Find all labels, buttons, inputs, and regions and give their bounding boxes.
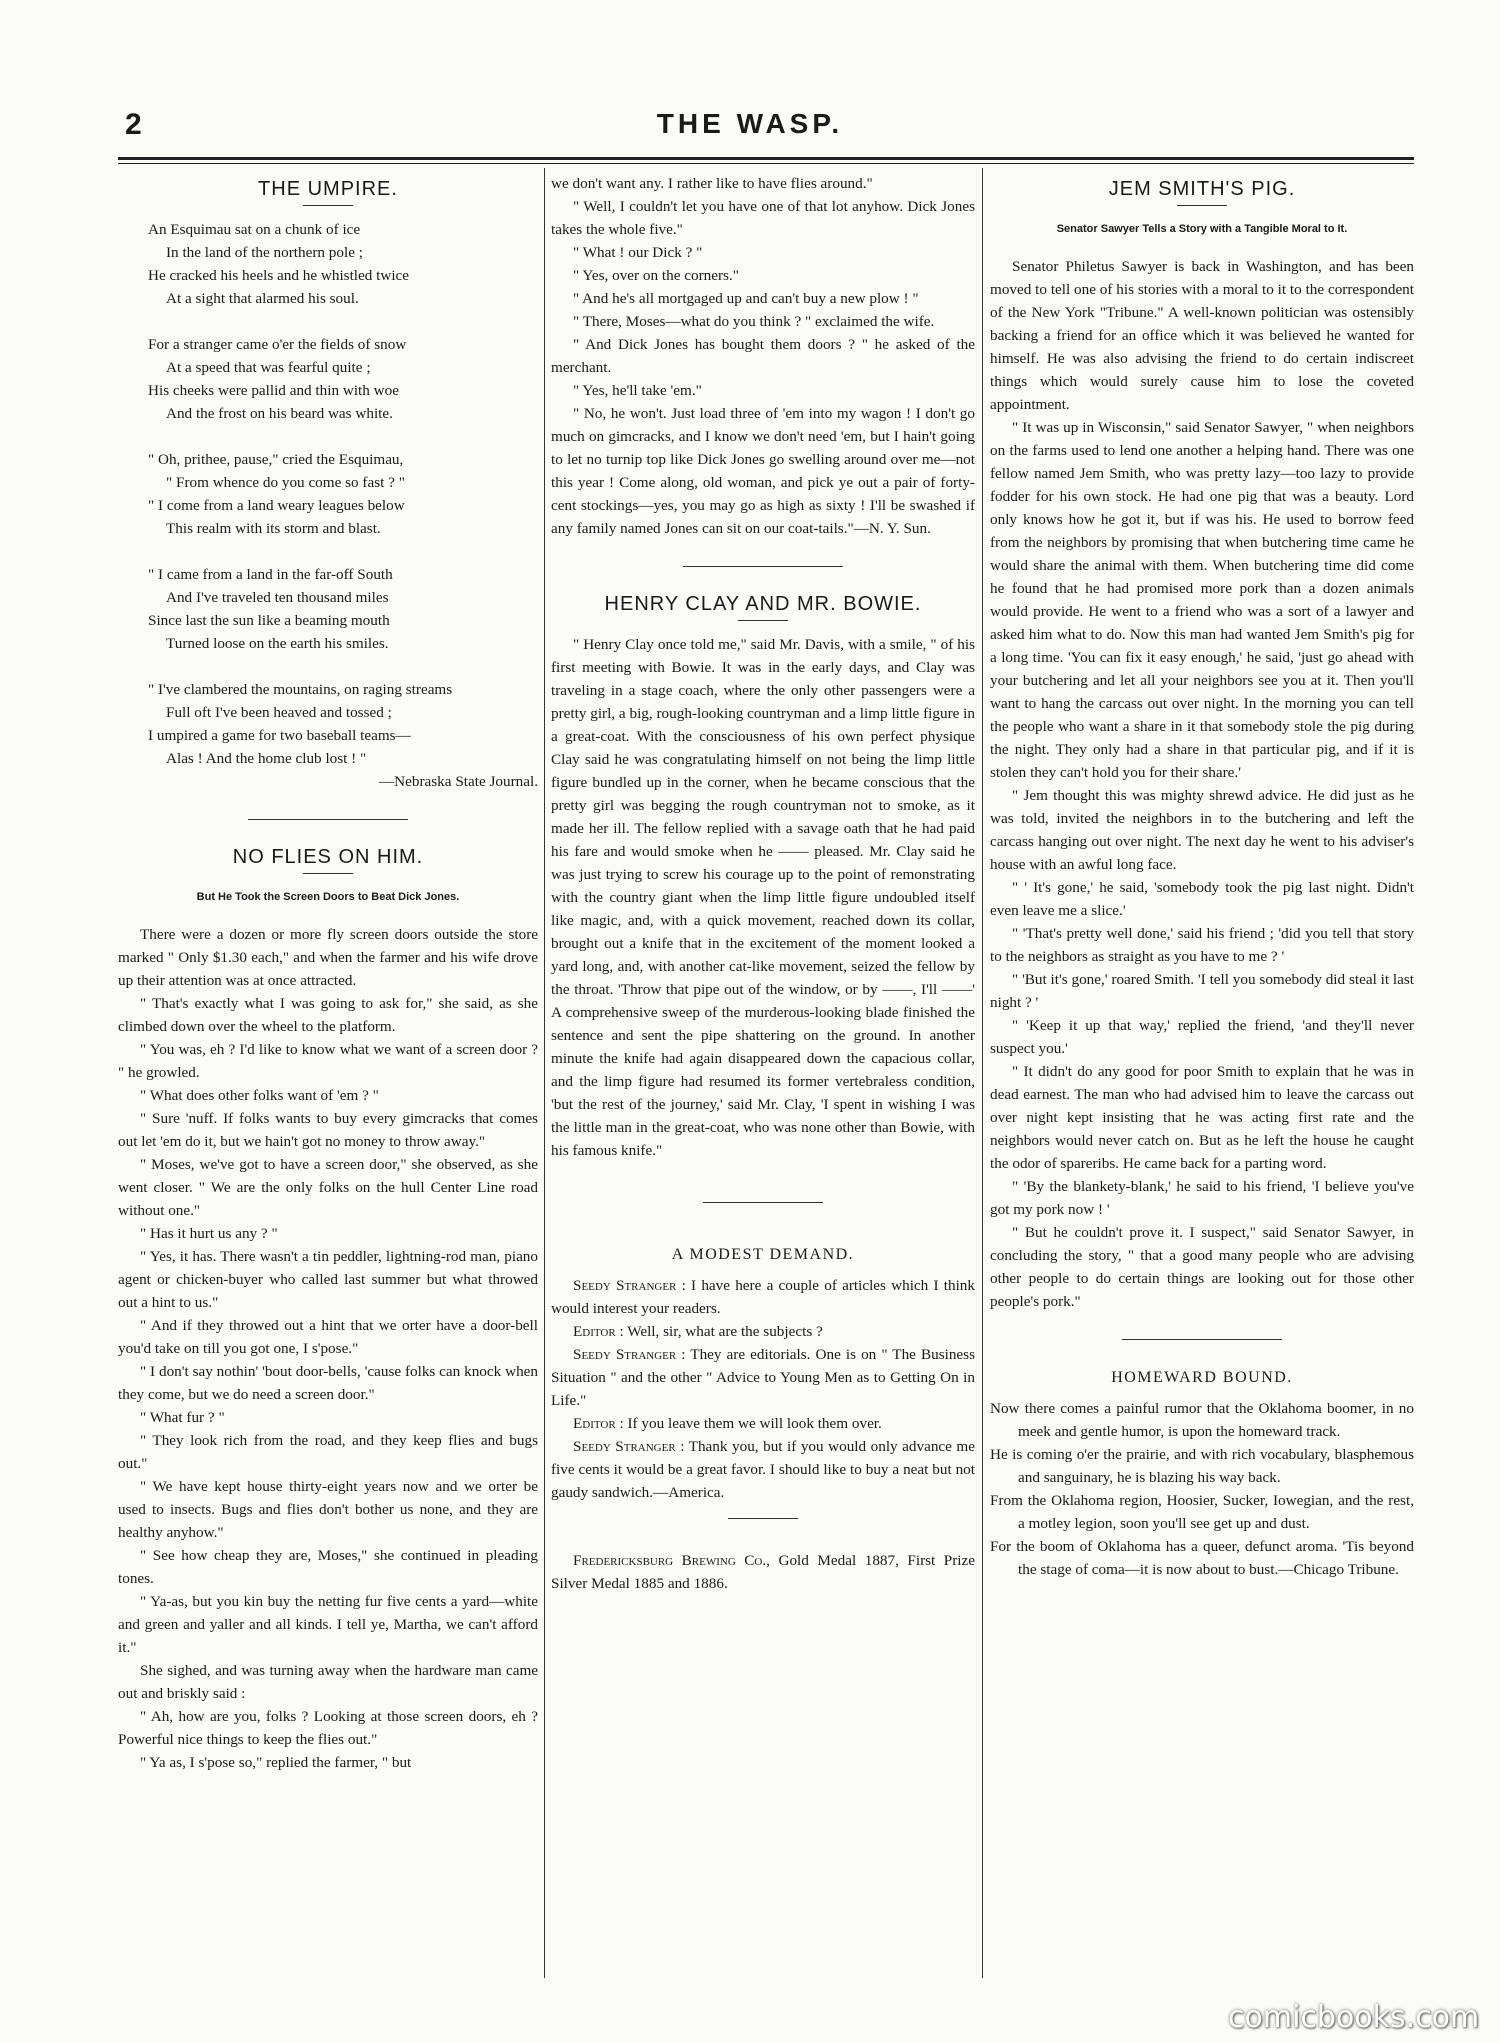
title-rule xyxy=(738,620,788,621)
dialogue-text: If you leave them we will look them over. xyxy=(627,1415,882,1432)
paragraph: " There, Moses—what do you think ? " exclaimed the wife. xyxy=(573,313,935,330)
poem-stanza: From the Oklahoma region, Hoosier, Sucker, Iowegian, and the rest, a motley legion, soon you'll see get up and dust. xyxy=(990,1492,1414,1532)
paragraph: " What fur ? " xyxy=(140,1409,225,1426)
dialogue-text: I have here a couple of articles which I think would interest your readers. xyxy=(551,1277,975,1317)
poem-stanza xyxy=(148,563,538,655)
paragraph: " No, he won't. Just load three of 'em into my wagon ! I don't go much on gimcracks, and I know we don't need 'em, but I hain't going to let no turnip top like Dick Jones go swelling around over me—not this year ! Come along, old woman, and pick ye out a pair of forty-cent stockings—yes, you may go as high as sixty ! I'll be swashed if any family named Jones can sit on our coat-tails."—N. Y. Sun. xyxy=(551,405,975,537)
poem-line: Turned loose on the earth his smiles. xyxy=(166,635,389,652)
dialogue-text: Thank you, but if you would only advance me five cents it would be a great favor. I should like to buy a neat but not gaudy sandwich.—America. xyxy=(551,1438,975,1501)
paragraph: " Yes, over on the corners." xyxy=(573,267,739,284)
poem-line: " I've clambered the mountains, on raging streams xyxy=(148,681,453,698)
poem-line: For a stranger came o'er the fields of snow xyxy=(148,336,407,353)
dialogue-line xyxy=(551,1412,975,1435)
paragraph: " And he's all mortgaged up and can't buy a new plow ! " xyxy=(573,290,919,307)
dialogue-line xyxy=(551,1435,975,1504)
attribution: —Nebraska State Journal. xyxy=(378,773,538,790)
poem-line: An Esquimau sat on a chunk of ice xyxy=(148,221,361,238)
clay-title: HENRY CLAY AND MR. BOWIE. xyxy=(604,593,922,615)
paragraph: " That's exactly what I was going to ask for," she said, as she climbed down over the wheel to the platform. xyxy=(118,995,538,1035)
dialogue-text: They are editorials. One is on " The Business Situation " and the other " Advice to Young Men as to Getting On in Life." xyxy=(551,1346,975,1409)
poem-line: This realm with its storm and blast. xyxy=(166,520,381,537)
homeward-poem xyxy=(990,1397,1414,1581)
poem-line: " I come from a land weary leagues below xyxy=(148,497,405,514)
poem-stanza xyxy=(148,218,538,310)
paragraph: " Ya as, I s'pose so," replied the farmer, " but xyxy=(140,1754,412,1771)
pig-subtitle: Senator Sawyer Tells a Story with a Tangible Moral to It. xyxy=(1056,223,1348,235)
poem-stanza: For the boom of Oklahoma has a queer, defunct aroma. 'Tis beyond the stage of coma—it is now about to bust.—Chicago Tribune. xyxy=(990,1538,1414,1578)
poem-stanza xyxy=(148,333,538,425)
poem-line: In the land of the northern pole ; xyxy=(166,244,363,261)
paragraph: " Well, I couldn't let you have one of that lot anyhow. Dick Jones takes the whole five." xyxy=(551,198,975,238)
column-2 xyxy=(551,172,975,1595)
column-rule xyxy=(544,168,545,1978)
noflies-title: NO FLIES ON HIM. xyxy=(232,846,424,868)
paragraph: " 'Keep it up that way,' replied the friend, 'and they'll never suspect you.' xyxy=(990,1017,1414,1057)
paragraph: " Moses, we've got to have a screen door," she observed, as she went closer. " We are the only folks on the hull Center Line road without one." xyxy=(118,1156,538,1219)
poem-line: " I came from a land in the far-off South xyxy=(148,566,393,583)
poem-stanza: He is coming o'er the prairie, and with rich vocabulary, blasphemous and sanguinary, he is blazing his way back. xyxy=(990,1446,1414,1486)
column-rule xyxy=(982,168,983,1978)
paragraph: There were a dozen or more fly screen doors outside the store marked " Only $1.30 each," and when the farmer and his wife drove up their attention was at once attracted. xyxy=(118,926,538,989)
poem-line: I umpired a game for two baseball teams— xyxy=(148,727,411,744)
paragraph: " It was up in Wisconsin," said Senator Sawyer, " when neighbors on the farms used to lend one another a helping hand. There was one fellow named Jem Smith, who was pretty lazy—too lazy to provide fodder for his own stock. He had one pig that was a beauty. Lord only knows how he got it, but if was his. He used to borrow feed from the neighbors by promising that when butchering time came he would share the animal with them. When butchering time did come he found that he had promised more pork than a dozen animals would provide. He went to a friend who was a sort of a lawyer and asked him what to do. Now this man had wanted Jem Smith's pig for a long time. 'You can fix it easy enough,' he said, 'just go ahead with your butchering and let all your neighbors see you at it. Then you'll want to hang the carcass out over night. In the morning you can tell the people who want a share in it that somebody stole the pig during the night. They only had a share in that particular pig, and if it is stolen they can't hold you for their share.' xyxy=(990,419,1414,781)
paragraph: " 'By the blankety-blank,' he said to his friend, 'I believe you've got my pork now ! ' xyxy=(990,1178,1414,1218)
speaker: Editor : xyxy=(573,1415,624,1432)
paragraph: " Yes, he'll take 'em." xyxy=(573,382,702,399)
paragraph: " Ya-as, but you kin buy the netting fur five cents a yard—white and green and yaller and all kinds. I tell ye, Martha, we can't afford it." xyxy=(118,1593,538,1656)
paragraph: " It didn't do any good for poor Smith to explain that he was in dead earnest. The man who had advised him to leave the carcass out over night kept insisting that he was acting first rate and the neighbors would never catch on. But as he left the house he caught the odor of spareribs. He came back for a parting word. xyxy=(990,1063,1414,1172)
header-rule-thin xyxy=(118,163,1414,164)
poem-line: And the frost on his beard was white. xyxy=(166,405,393,422)
paragraph: " They look rich from the road, and they keep flies and bugs out." xyxy=(118,1432,538,1472)
speaker: Seedy Stranger : xyxy=(573,1438,685,1455)
homeward-title: HOMEWARD BOUND. xyxy=(1111,1369,1293,1386)
article-separator xyxy=(248,819,408,820)
pig-title: JEM SMITH'S PIG. xyxy=(1108,178,1296,200)
poem-line: At a speed that was fearful quite ; xyxy=(166,359,371,376)
paragraph: " Ah, how are you, folks ? Looking at those screen doors, eh ? Powerful nice things to keep the flies out." xyxy=(118,1708,538,1748)
poem-line: Full oft I've been heaved and tossed ; xyxy=(166,704,392,721)
masthead: THE WASP. xyxy=(656,108,844,139)
poem-line: He cracked his heels and he whistled twice xyxy=(148,267,410,284)
paragraph: " Has it hurt us any ? " xyxy=(140,1225,278,1242)
speaker: Editor : xyxy=(573,1323,624,1340)
column-3 xyxy=(990,172,1414,1581)
title-rule xyxy=(303,873,353,874)
paragraph: " Yes, it has. There wasn't a tin peddler, lightning-rod man, piano agent or chicken-buyer who called last summer but what throwed out a hint to us." xyxy=(118,1248,538,1311)
poem-line: " Oh, prithee, pause," cried the Esquimau, xyxy=(148,451,404,468)
paragraph: " We have kept house thirty-eight years now and we orter be used to insects. Bugs and flies don't bother us none, and they are healthy anyhow." xyxy=(118,1478,538,1541)
advertisement xyxy=(551,1549,975,1595)
modest-title: A MODEST DEMAND. xyxy=(671,1246,855,1263)
paragraph: " What does other folks want of 'em ? " xyxy=(140,1087,379,1104)
paragraph: She sighed, and was turning away when the hardware man came out and briskly said : xyxy=(118,1662,538,1702)
paragraph: " See how cheap they are, Moses," she continued in pleading tones. xyxy=(118,1547,538,1587)
article-separator xyxy=(728,1518,798,1519)
paragraph: " And Dick Jones has bought them doors ? " he asked of the merchant. xyxy=(551,336,975,376)
poem-line: His cheeks were pallid and thin with woe xyxy=(148,382,399,399)
paragraph: " You was, eh ? I'd like to know what we want of a screen door ? " he growled. xyxy=(118,1041,538,1081)
dialogue-line xyxy=(551,1274,975,1320)
umpire-poem xyxy=(148,218,538,793)
paragraph: " But he couldn't prove it. I suspect," said Senator Sawyer, in concluding the story, " that a good many people who are advising other people to do certain things are looking out for those other people's pork." xyxy=(990,1224,1414,1310)
title-rule xyxy=(303,205,353,206)
ad-company: Fredericksburg Brewing Co., xyxy=(573,1552,770,1569)
speaker: Seedy Stranger : xyxy=(573,1346,686,1363)
paragraph: " 'But it's gone,' roared Smith. 'I tell you somebody did steal it last night ? ' xyxy=(990,971,1414,1011)
poem-stanza xyxy=(148,678,538,770)
paragraph: " I don't say nothin' 'bout door-bells, 'cause folks can knock when they come, but we do need a screen door." xyxy=(118,1363,538,1403)
paragraph: " Henry Clay once told me," said Mr. Davis, with a smile, " of his first meeting with Bowie. It was in the early days, and Clay was traveling in a stage coach, where the only other passengers were a pretty girl, a big, rough-looking countryman and a limp little figure in a great-coat. With the consciousness of his own perfect physique Clay said he was congratulating himself on not being the limp little figure bundled up in the corner, when he became conscious that the pretty girl was begging the rough countryman not to smoke, as it made her ill. The fellow replied with a savage oath that he had paid his fare and would smoke when he —— pleased. Mr. Clay said he was just trying to screw his courage up to the point of remonstrating with the country giant when the limp little figure undoubled itself like magic, and, with a quick movement, reached down its collar, brought out a knife that in the excitement of the moment looked a yard long, and, with another cat-like movement, seized the fellow by the throat. 'Throw that pipe out of the window, or by ——, I'll ——' A comprehensive sweep of the murderous-looking blade finished the sentence and sent the pipe shattering on the ground. In another minute the knife had again disappeared down the capacious collar, and the limp figure had resumed its former vertebraless condition, 'but the rest of the journey,' said Mr. Clay, 'I spent in wishing I was the little man in the great-coat, who was none other than Bowie, with his famous knife." xyxy=(551,636,975,1159)
poem-stanza: Now there comes a painful rumor that the Oklahoma boomer, in no meek and gentle humor, is upon the homeward track. xyxy=(990,1400,1414,1440)
ad-text: Gold Medal 1887, First Prize Silver Medal 1885 and 1886. xyxy=(551,1552,976,1592)
article-separator xyxy=(703,1202,823,1203)
noflies-subtitle: But He Took the Screen Doors to Beat Dick Jones. xyxy=(196,891,460,903)
watermark: comicbooks.com xyxy=(1228,2000,1480,2035)
paragraph: " Jem thought this was mighty shrewd advice. He did just as he was told, invited the neighbors in to the butchering and left the carcass hanging out over night. The next day he went to his adviser's house with an awful long face. xyxy=(990,787,1414,873)
title-rule xyxy=(1177,205,1227,206)
umpire-title: THE UMPIRE. xyxy=(258,178,398,200)
paragraph: " And if they throwed out a hint that we orter have a door-bell you'd take on till you got one, I s'pose." xyxy=(118,1317,538,1357)
header-rule xyxy=(118,157,1414,160)
dialogue-line xyxy=(551,1343,975,1412)
paragraph: we don't want any. I rather like to have flies around." xyxy=(551,175,873,192)
poem-line: At a sight that alarmed his soul. xyxy=(166,290,359,307)
paragraph: Senator Philetus Sawyer is back in Washington, and has been moved to tell one of his stories with a moral to it to the correspondent of the New York "Tribune." A well-known politician was ostensibly backing a friend for an office which it was believed he wanted for himself. He was also advising the friend to do certain indiscreet things which would surely cause him to lose the coveted appointment. xyxy=(990,258,1414,413)
paragraph: " 'That's pretty well done,' said his friend ; 'did you tell that story to the neighbors as straight as you have to me ? ' xyxy=(990,925,1414,965)
speaker: Seedy Stranger : xyxy=(573,1277,686,1294)
poem-line: " From whence do you come so fast ? " xyxy=(166,474,405,491)
paragraph: " Sure 'nuff. If folks wants to buy every gimcracks that comes out let 'em do it, but we hain't got no money to throw away." xyxy=(118,1110,538,1150)
paragraph: " What ! our Dick ? " xyxy=(573,244,703,261)
paragraph: " ' It's gone,' he said, 'somebody took the pig last night. Didn't even leave me a slice.' xyxy=(990,879,1414,919)
poem-line: Alas ! And the home club lost ! " xyxy=(166,750,367,767)
column-1 xyxy=(118,172,538,1774)
dialogue-line xyxy=(551,1320,975,1343)
dialogue-text: Well, sir, what are the subjects ? xyxy=(627,1323,823,1340)
poem-line: Since last the sun like a beaming mouth xyxy=(148,612,390,629)
page-number: 2 xyxy=(125,108,142,141)
poem-stanza xyxy=(148,448,538,540)
poem-line: And I've traveled ten thousand miles xyxy=(166,589,389,606)
article-separator xyxy=(683,566,843,567)
article-separator xyxy=(1122,1339,1282,1340)
